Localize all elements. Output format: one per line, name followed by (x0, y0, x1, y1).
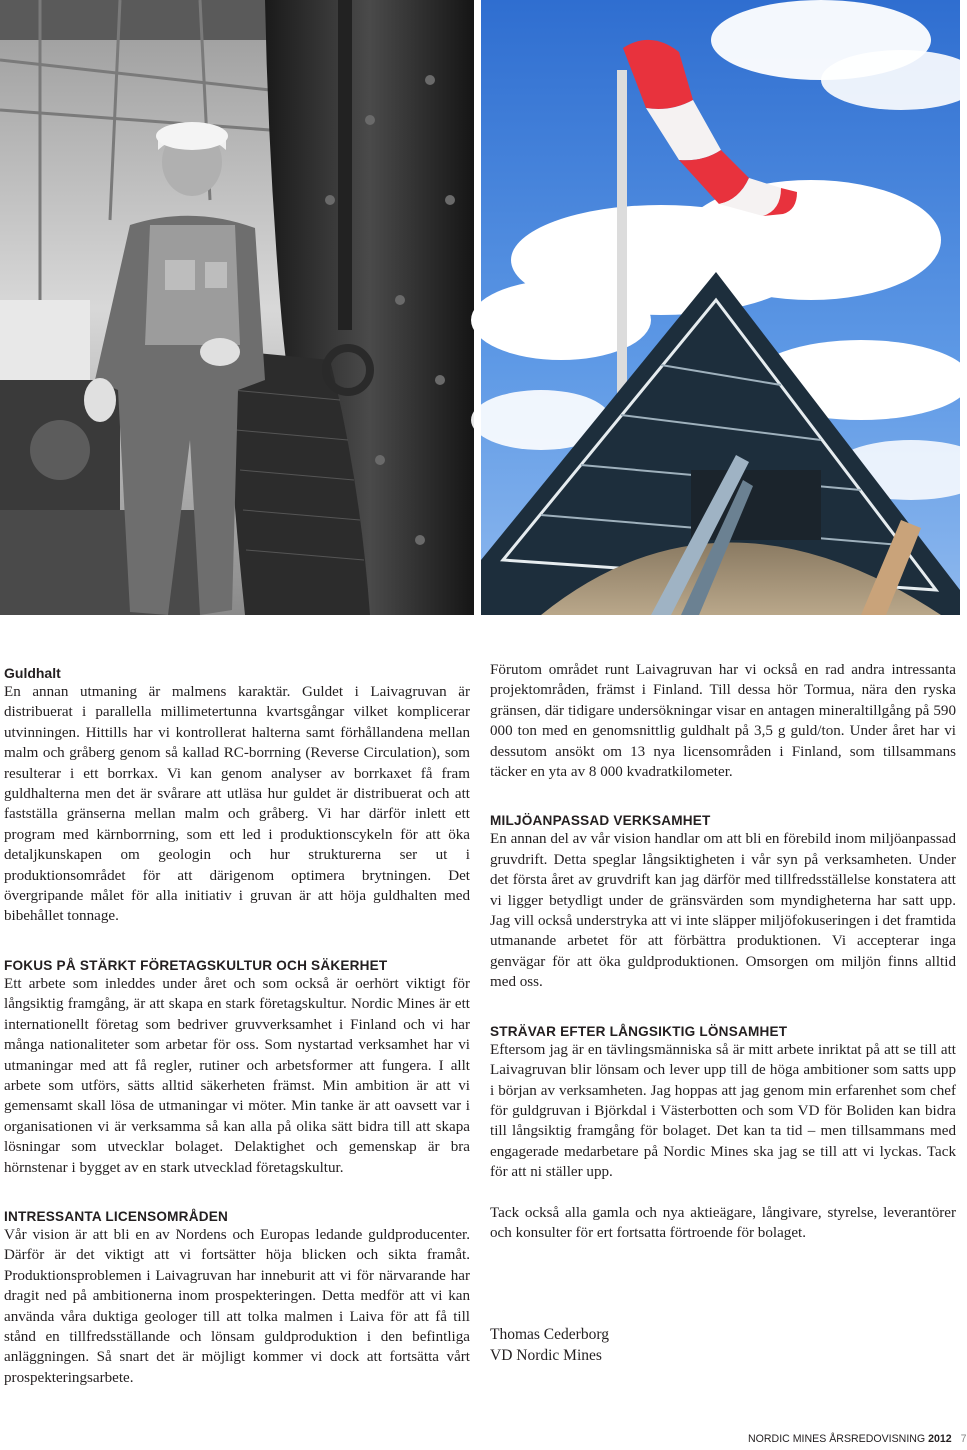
footer-year: 2012 (928, 1433, 952, 1445)
windsock-photo (481, 0, 960, 615)
stravar-paragraph: Eftersom jag är en tävlingsmänniska så är mitt arbete inriktat på att se till att Laivagruvan blir lönsam och lever upp till de höga ambitioner som satts upp i början av verksamheten. Jag hoppas att jag genom min erfarenhet som chef för guldgruvan i Björkdal i Västerbotten och som VD för Boliden kan bidra till långsiktig framgång för bolaget. Det kan ta tid – men tillsammans med engagerade medarbetare på Nordic Mines ska jag se till att vi lyckas. Tack för att ni ställer upp. (490, 1041, 956, 1181)
guldhalt-paragraph: En annan utmaning är malmens karaktär. Guldet i Laivagruvan är distribuerat i parallella millimetertunna kvartsgångar vilket komplicerar utvinningen. Hittills har vi kontrollerat halterna samt förhållandena mellan malm och gråberg genom så kallad RC-borrning (Reverse Circulation), som resulterar i ett borrkax. Vi kan genom analyser av borrkaxet få fram guldhalterna men det är svårare att utläsa hur guldet är distribuerat och att fastställa gränserna mellan malm och gråberg. Vi har därför inlett ett program med kärnborrning, som ett led i produktionscykeln för att öka detaljkunskapen om geologin och hur strukturerna ser ut i produktionsområdet för att därigenom optimera brytningen. Det övergripande målet för alla initiativ i gruvan är att höja guldhalten med bibehållet tonnage. (4, 684, 470, 925)
worker-photo-icon (0, 0, 474, 615)
signature-name: Thomas Cederborg (490, 1326, 609, 1344)
intressanta-paragraph: Vår vision är att bli en av Nordens och Europas ledande guldproducenter. Därför är det viktigt att vi fortsätter höja blicken och sikta framåt. Produktionsproblemen i Laivagruvan har inneburit att vi för närvarande har dragit ned på ambitionerna inom prospekteringen. Detta medför att vi kan använda våra duktiga geologer till att tolka malmen i Laiva för att få till stånd en tillfredsställande och lönsam guldproduktion i den befintliga anläggningen. Så snart det är möjligt kommer vi dock att fortsätta vårt prospekteringsarbete. (4, 1226, 470, 1386)
fokus-paragraph: Ett arbete som inleddes under året och som också är oerhört viktigt för långsiktig framgång, är att skapa en stark företagskultur. Nordic Mines är ett internationellt företag som bedriver gruvverksamhet i Finland och vi har många nationaliteter som arbetar för oss. Som nystartad verksamhet har vi utmaningar med att få regler, rutiner och arbetsformer att fungera. I allt arbete som utförs, sätts alltid säkerheten främst. Min ambition är att vi gemensamt skall lösa de utmaningar vi möter. Min tanke är att oavsett var i organisationen vi är verksamma så kan alla på olika sätt bidra till att skapa lösningar som utvecklar bolaget. Delaktighet och gemenskap är bra hörnstenar i bygget av en stark utvecklad företagskultur. (4, 975, 470, 1176)
left-column (4, 660, 470, 1388)
signature-title: VD Nordic Mines (490, 1346, 602, 1364)
fokus-heading: FOKUS PÅ STÄRKT FÖRETAGSKULTUR OCH SÄKERHET (4, 957, 388, 973)
worker-photo (0, 0, 474, 615)
page-number: 7 (960, 1433, 967, 1445)
thanks-paragraph: Tack också alla gamla och nya aktieägare, långivare, styrelse, leverantörer och konsulter för ert fortsatta förtroende för bolaget. (490, 1204, 956, 1241)
right-column (490, 660, 956, 1366)
guldhalt-heading: Guldhalt (4, 665, 61, 681)
windsock-photo-icon (481, 0, 960, 615)
intressanta-heading: INTRESSANTA LICENSOMRÅDEN (4, 1208, 229, 1224)
stravar-heading: STRÄVAR EFTER LÅNGSIKTIG LÖNSAMHET (490, 1023, 788, 1039)
miljo-paragraph: En annan del av vår vision handlar om att bli en förebild inom miljöanpassad gruvdrift. Detta speglar långsiktigheten i vår syn på verksamheten. Under det första året av gruvdrift kan jag därför med tillfredsställelse konstatera att vi ligger betydligt under de gränsvärden som myndigheterna har satt upp. Jag vill också understryka att vi inte släpper miljöfokuseringen i det framtida utmanande arbetet för att förbättra produktionen. Vi accepterar inga genvägar för att öka guldproduktionen. Omsorgen om miljön finns alltid med oss. (490, 831, 956, 991)
intro-paragraph: Förutom området runt Laivagruvan har vi också en rad andra intressanta projektområden, främst i Finland. Till dessa hör Tormua, nära den ryska gränsen, där tidigare undersökningar visar en antagen mineraltillgång på 590 000 ton med en genomsnittlig guldhalt på 3,5 g guld/ton. Under året har vi dessutom ansökt om 13 nya licensområden i Finland, som tillsammans täcker en yta av 8 000 kvadratkilometer. (490, 662, 956, 781)
footer-report-name: NORDIC MINES ÅRSREDOVISNING (748, 1433, 926, 1445)
signature (490, 1325, 956, 1366)
miljo-heading: MILJÖANPASSAD VERKSAMHET (490, 813, 711, 829)
page-footer (748, 1433, 967, 1445)
